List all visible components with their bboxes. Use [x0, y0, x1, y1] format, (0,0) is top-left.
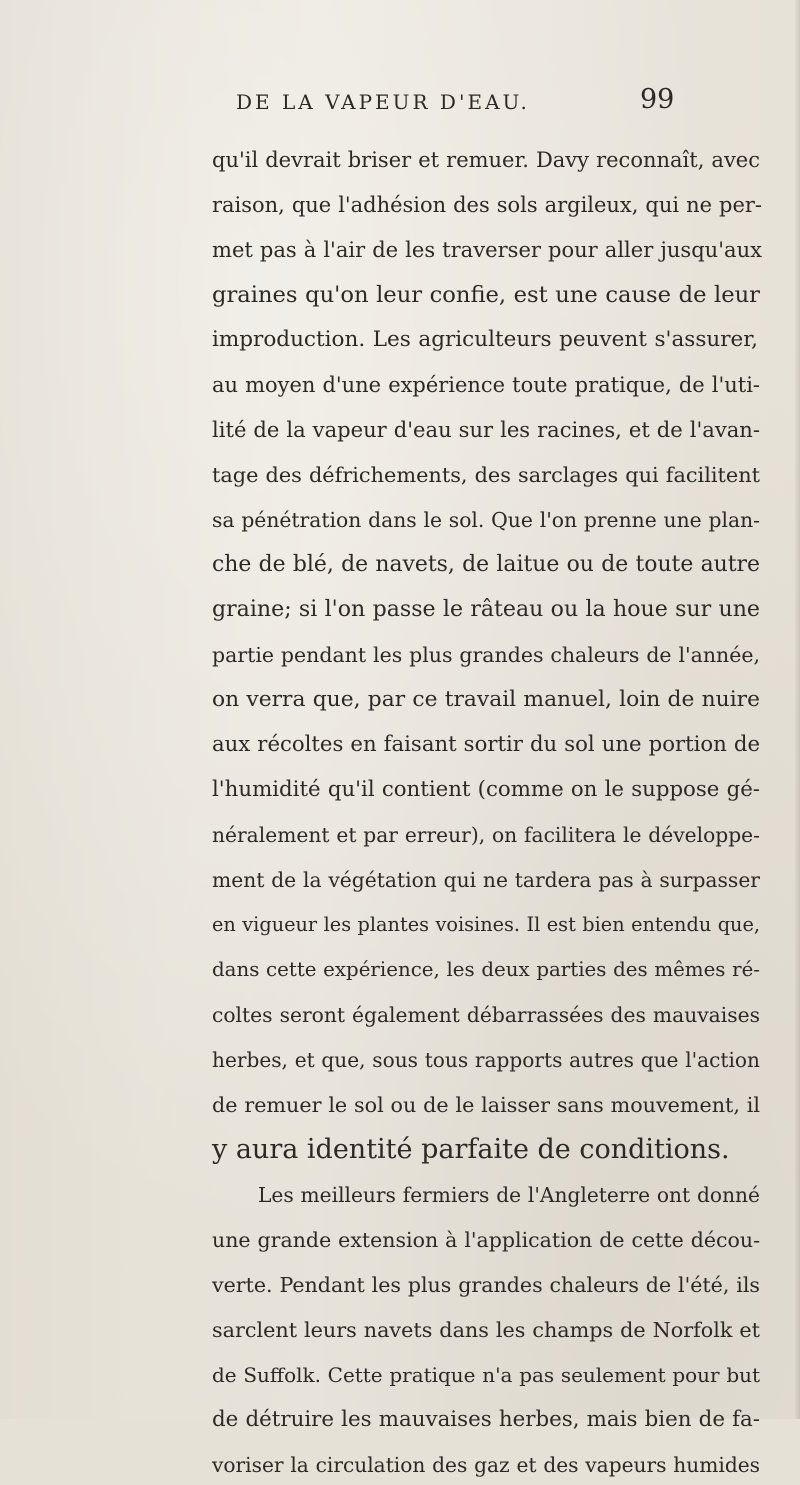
- text-line: herbes, et que, sous tous rapports autres que l'action: [212, 1048, 760, 1072]
- text-line: tage des défrichements, des sarclages qui facilitent: [212, 463, 760, 487]
- text-line: che de blé, de navets, de laitue ou de toute autre: [212, 552, 760, 577]
- text-line: ment de la végétation qui ne tardera pas à surpasser: [212, 868, 760, 892]
- text-line: voriser la circulation des gaz et des vapeurs humides: [212, 1453, 760, 1477]
- page-header: [0, 84, 800, 124]
- text-line: sa pénétration dans le sol. Que l'on prenne une plan-: [212, 508, 760, 532]
- text-line: partie pendant les plus grandes chaleurs de l'année,: [212, 643, 760, 667]
- text-line: de Suffolk. Cette pratique n'a pas seulement pour but: [212, 1363, 760, 1387]
- page-edge-shadow: [794, 0, 800, 1419]
- text-line: dans cette expérience, les deux parties des mêmes ré-: [212, 958, 760, 981]
- text-line: Les meilleurs fermiers de l'Angleterre ont donné: [258, 1183, 760, 1207]
- text-line: néralement et par erreur), on facilitera le développe-: [212, 823, 760, 847]
- text-line: graine; si l'on passe le râteau ou la houe sur une: [212, 597, 760, 622]
- text-line: coltes seront également débarrassées des mauvaises: [212, 1003, 760, 1027]
- text-line: de remuer le sol ou de le laisser sans mouvement, il: [212, 1093, 760, 1117]
- text-line: graines qu'on leur confie, est une cause de leur: [212, 282, 760, 308]
- text-line: qu'il devrait briser et remuer. Davy reconnaît, avec: [212, 148, 760, 172]
- text-line: met pas à l'air de les traverser pour aller jusqu'aux: [212, 237, 762, 262]
- text-line: au moyen d'une expérience toute pratique, de l'uti-: [212, 373, 760, 397]
- text-line: aux récoltes en faisant sortir du sol une portion de: [212, 732, 760, 757]
- text-line: en vigueur les plantes voisines. Il est bien entendu que,: [212, 913, 760, 936]
- text-line: une grande extension à l'application de cette décou-: [212, 1228, 760, 1252]
- text-line: y aura identité parfaite de conditions.: [212, 1134, 730, 1165]
- text-line: raison, que l'adhésion des sols argileux, qui ne per-: [212, 193, 762, 217]
- text-line: l'humidité qu'il contient (comme on le suppose gé-: [212, 777, 760, 802]
- page-number: 99: [640, 84, 675, 115]
- text-line: sarclent leurs navets dans les champs de Norfolk et: [212, 1318, 760, 1342]
- running-title: DE LA VAPEUR D'EAU.: [236, 90, 530, 114]
- text-line: lité de la vapeur d'eau sur les racines, et de l'avan-: [212, 417, 760, 442]
- text-line: improduction. Les agriculteurs peuvent s'assurer,: [212, 327, 758, 352]
- text-line: de détruire les mauvaises herbes, mais bien de fa-: [212, 1407, 760, 1432]
- text-line: verte. Pendant les plus grandes chaleurs de l'été, ils: [212, 1273, 760, 1297]
- text-line: on verra que, par ce travail manuel, loin de nuire: [212, 687, 760, 712]
